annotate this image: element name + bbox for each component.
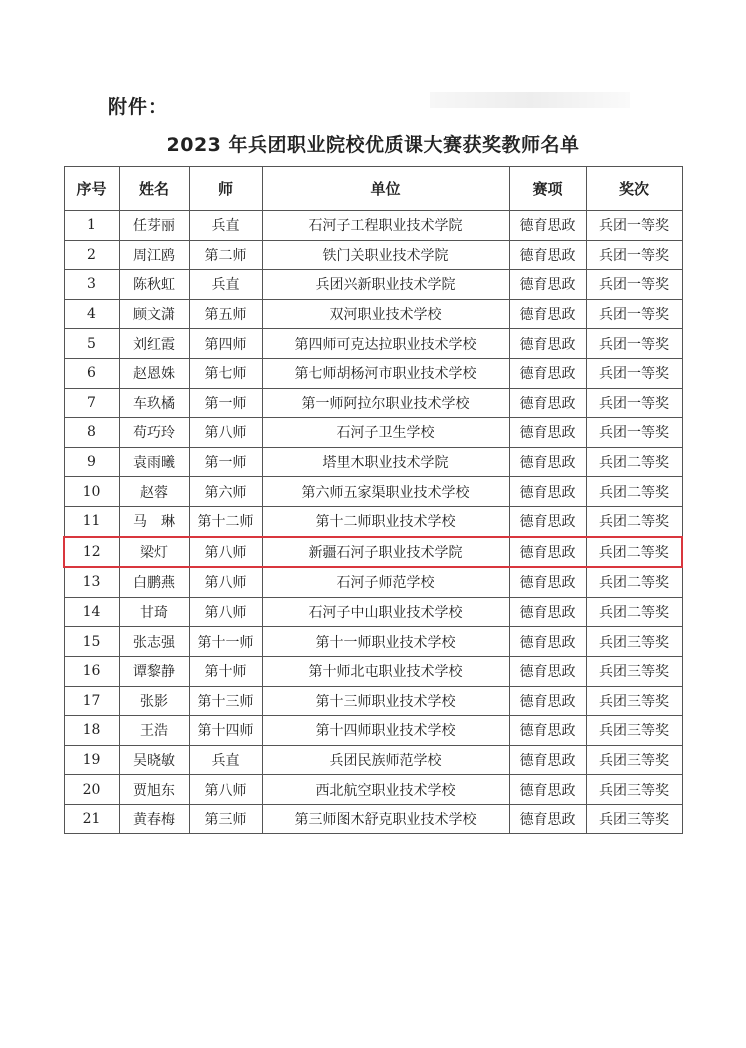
cell-unit: 第六师五家渠职业技术学校 [262,477,509,507]
cell-name: 吴晓敏 [119,745,189,775]
table-row [64,358,682,388]
table-row [64,627,682,657]
cell-award: 兵团一等奖 [586,270,682,300]
cell-award: 兵团一等奖 [586,211,682,241]
cell-award: 兵团三等奖 [586,804,682,834]
table-row [64,270,682,300]
header-award: 奖次 [586,167,682,211]
table-row [64,211,682,241]
cell-event: 德育思政 [509,656,586,686]
cell-index: 13 [64,567,119,597]
table-row [64,656,682,686]
cell-award: 兵团三等奖 [586,716,682,746]
cell-award: 兵团三等奖 [586,775,682,805]
cell-event: 德育思政 [509,447,586,477]
cell-division: 兵直 [189,745,262,775]
table-row [64,537,682,568]
cell-name: 车玖橘 [119,388,189,418]
cell-award: 兵团二等奖 [586,567,682,597]
table-header-row [64,167,682,211]
cell-index: 10 [64,477,119,507]
table-row [64,567,682,597]
scan-artifact [430,92,630,108]
table-row [64,447,682,477]
cell-index: 21 [64,804,119,834]
cell-event: 德育思政 [509,358,586,388]
cell-event: 德育思政 [509,686,586,716]
cell-unit: 第十二师职业技术学校 [262,506,509,536]
table-row [64,775,682,805]
cell-division: 第十四师 [189,716,262,746]
cell-name: 陈秋虹 [119,270,189,300]
cell-unit: 新疆石河子职业技术学院 [262,537,509,568]
cell-index: 3 [64,270,119,300]
cell-event: 德育思政 [509,775,586,805]
cell-division: 第八师 [189,567,262,597]
cell-unit: 石河子卫生学校 [262,418,509,448]
cell-index: 7 [64,388,119,418]
cell-division: 第一师 [189,388,262,418]
table-row [64,329,682,359]
cell-name: 黄春梅 [119,804,189,834]
table-row [64,299,682,329]
cell-index: 12 [64,537,119,568]
cell-index: 11 [64,506,119,536]
header-index: 序号 [64,167,119,211]
cell-award: 兵团一等奖 [586,299,682,329]
cell-division: 第八师 [189,537,262,568]
cell-name: 赵恩姝 [119,358,189,388]
cell-unit: 石河子师范学校 [262,567,509,597]
cell-division: 兵直 [189,270,262,300]
cell-index: 5 [64,329,119,359]
cell-index: 1 [64,211,119,241]
table-row [64,745,682,775]
cell-event: 德育思政 [509,270,586,300]
table-row [64,686,682,716]
cell-unit: 第一师阿拉尔职业技术学校 [262,388,509,418]
cell-award: 兵团二等奖 [586,447,682,477]
cell-division: 兵直 [189,211,262,241]
cell-award: 兵团三等奖 [586,627,682,657]
cell-event: 德育思政 [509,299,586,329]
cell-division: 第十三师 [189,686,262,716]
cell-event: 德育思政 [509,418,586,448]
cell-name: 赵蓉 [119,477,189,507]
header-name: 姓名 [119,167,189,211]
table-row [64,477,682,507]
award-table [63,166,683,834]
cell-name: 袁雨曦 [119,447,189,477]
cell-division: 第三师 [189,804,262,834]
cell-name: 刘红霞 [119,329,189,359]
cell-division: 第八师 [189,418,262,448]
cell-award: 兵团一等奖 [586,329,682,359]
cell-unit: 双河职业技术学校 [262,299,509,329]
cell-index: 6 [64,358,119,388]
table-row [64,240,682,270]
cell-division: 第十二师 [189,506,262,536]
cell-unit: 兵团民族师范学校 [262,745,509,775]
cell-event: 德育思政 [509,329,586,359]
cell-division: 第一师 [189,447,262,477]
table-row [64,597,682,627]
cell-division: 第六师 [189,477,262,507]
cell-name: 张影 [119,686,189,716]
cell-name: 甘琦 [119,597,189,627]
cell-division: 第五师 [189,299,262,329]
cell-unit: 兵团兴新职业技术学院 [262,270,509,300]
cell-index: 19 [64,745,119,775]
cell-unit: 第四师可克达拉职业技术学校 [262,329,509,359]
cell-event: 德育思政 [509,537,586,568]
cell-index: 18 [64,716,119,746]
cell-division: 第八师 [189,775,262,805]
table-row [64,506,682,536]
cell-unit: 第十一师职业技术学校 [262,627,509,657]
cell-unit: 西北航空职业技术学校 [262,775,509,805]
header-event: 赛项 [509,167,586,211]
cell-unit: 第十三师职业技术学校 [262,686,509,716]
cell-division: 第二师 [189,240,262,270]
cell-event: 德育思政 [509,240,586,270]
header-unit: 单位 [262,167,509,211]
cell-index: 16 [64,656,119,686]
cell-name: 张志强 [119,627,189,657]
cell-unit: 第十师北屯职业技术学校 [262,656,509,686]
cell-name: 谭黎静 [119,656,189,686]
cell-name: 周江鸥 [119,240,189,270]
cell-name: 苟巧玲 [119,418,189,448]
document-title: 2023 年兵团职业院校优质课大赛获奖教师名单 [166,134,580,156]
cell-index: 2 [64,240,119,270]
cell-award: 兵团二等奖 [586,477,682,507]
cell-award: 兵团三等奖 [586,745,682,775]
cell-unit: 石河子工程职业技术学院 [262,211,509,241]
cell-award: 兵团一等奖 [586,358,682,388]
table-row [64,716,682,746]
cell-division: 第十一师 [189,627,262,657]
cell-event: 德育思政 [509,388,586,418]
cell-index: 17 [64,686,119,716]
cell-name: 王浩 [119,716,189,746]
header-division: 师 [189,167,262,211]
cell-name: 马 琳 [119,506,189,536]
cell-index: 9 [64,447,119,477]
cell-name: 白鹏燕 [119,567,189,597]
cell-event: 德育思政 [509,745,586,775]
cell-unit: 第七师胡杨河市职业技术学校 [262,358,509,388]
cell-index: 20 [64,775,119,805]
cell-event: 德育思政 [509,597,586,627]
cell-unit: 石河子中山职业技术学校 [262,597,509,627]
attachment-label: 附件： [108,96,169,118]
cell-event: 德育思政 [509,477,586,507]
cell-name: 顾文潇 [119,299,189,329]
cell-event: 德育思政 [509,627,586,657]
cell-award: 兵团三等奖 [586,686,682,716]
cell-award: 兵团一等奖 [586,418,682,448]
cell-name: 任芽丽 [119,211,189,241]
cell-division: 第七师 [189,358,262,388]
cell-award: 兵团二等奖 [586,506,682,536]
cell-award: 兵团一等奖 [586,240,682,270]
cell-event: 德育思政 [509,567,586,597]
cell-index: 14 [64,597,119,627]
cell-division: 第八师 [189,597,262,627]
cell-event: 德育思政 [509,716,586,746]
cell-division: 第十师 [189,656,262,686]
cell-index: 8 [64,418,119,448]
cell-unit: 第三师图木舒克职业技术学校 [262,804,509,834]
table-row [64,388,682,418]
cell-event: 德育思政 [509,211,586,241]
cell-index: 15 [64,627,119,657]
cell-event: 德育思政 [509,804,586,834]
cell-award: 兵团三等奖 [586,656,682,686]
cell-award: 兵团二等奖 [586,597,682,627]
cell-unit: 铁门关职业技术学院 [262,240,509,270]
cell-event: 德育思政 [509,506,586,536]
cell-name: 贾旭东 [119,775,189,805]
cell-index: 4 [64,299,119,329]
table-row [64,804,682,834]
cell-award: 兵团一等奖 [586,388,682,418]
cell-unit: 第十四师职业技术学校 [262,716,509,746]
cell-name: 梁灯 [119,537,189,568]
cell-division: 第四师 [189,329,262,359]
table-row [64,418,682,448]
cell-award: 兵团二等奖 [586,537,682,568]
cell-unit: 塔里木职业技术学院 [262,447,509,477]
